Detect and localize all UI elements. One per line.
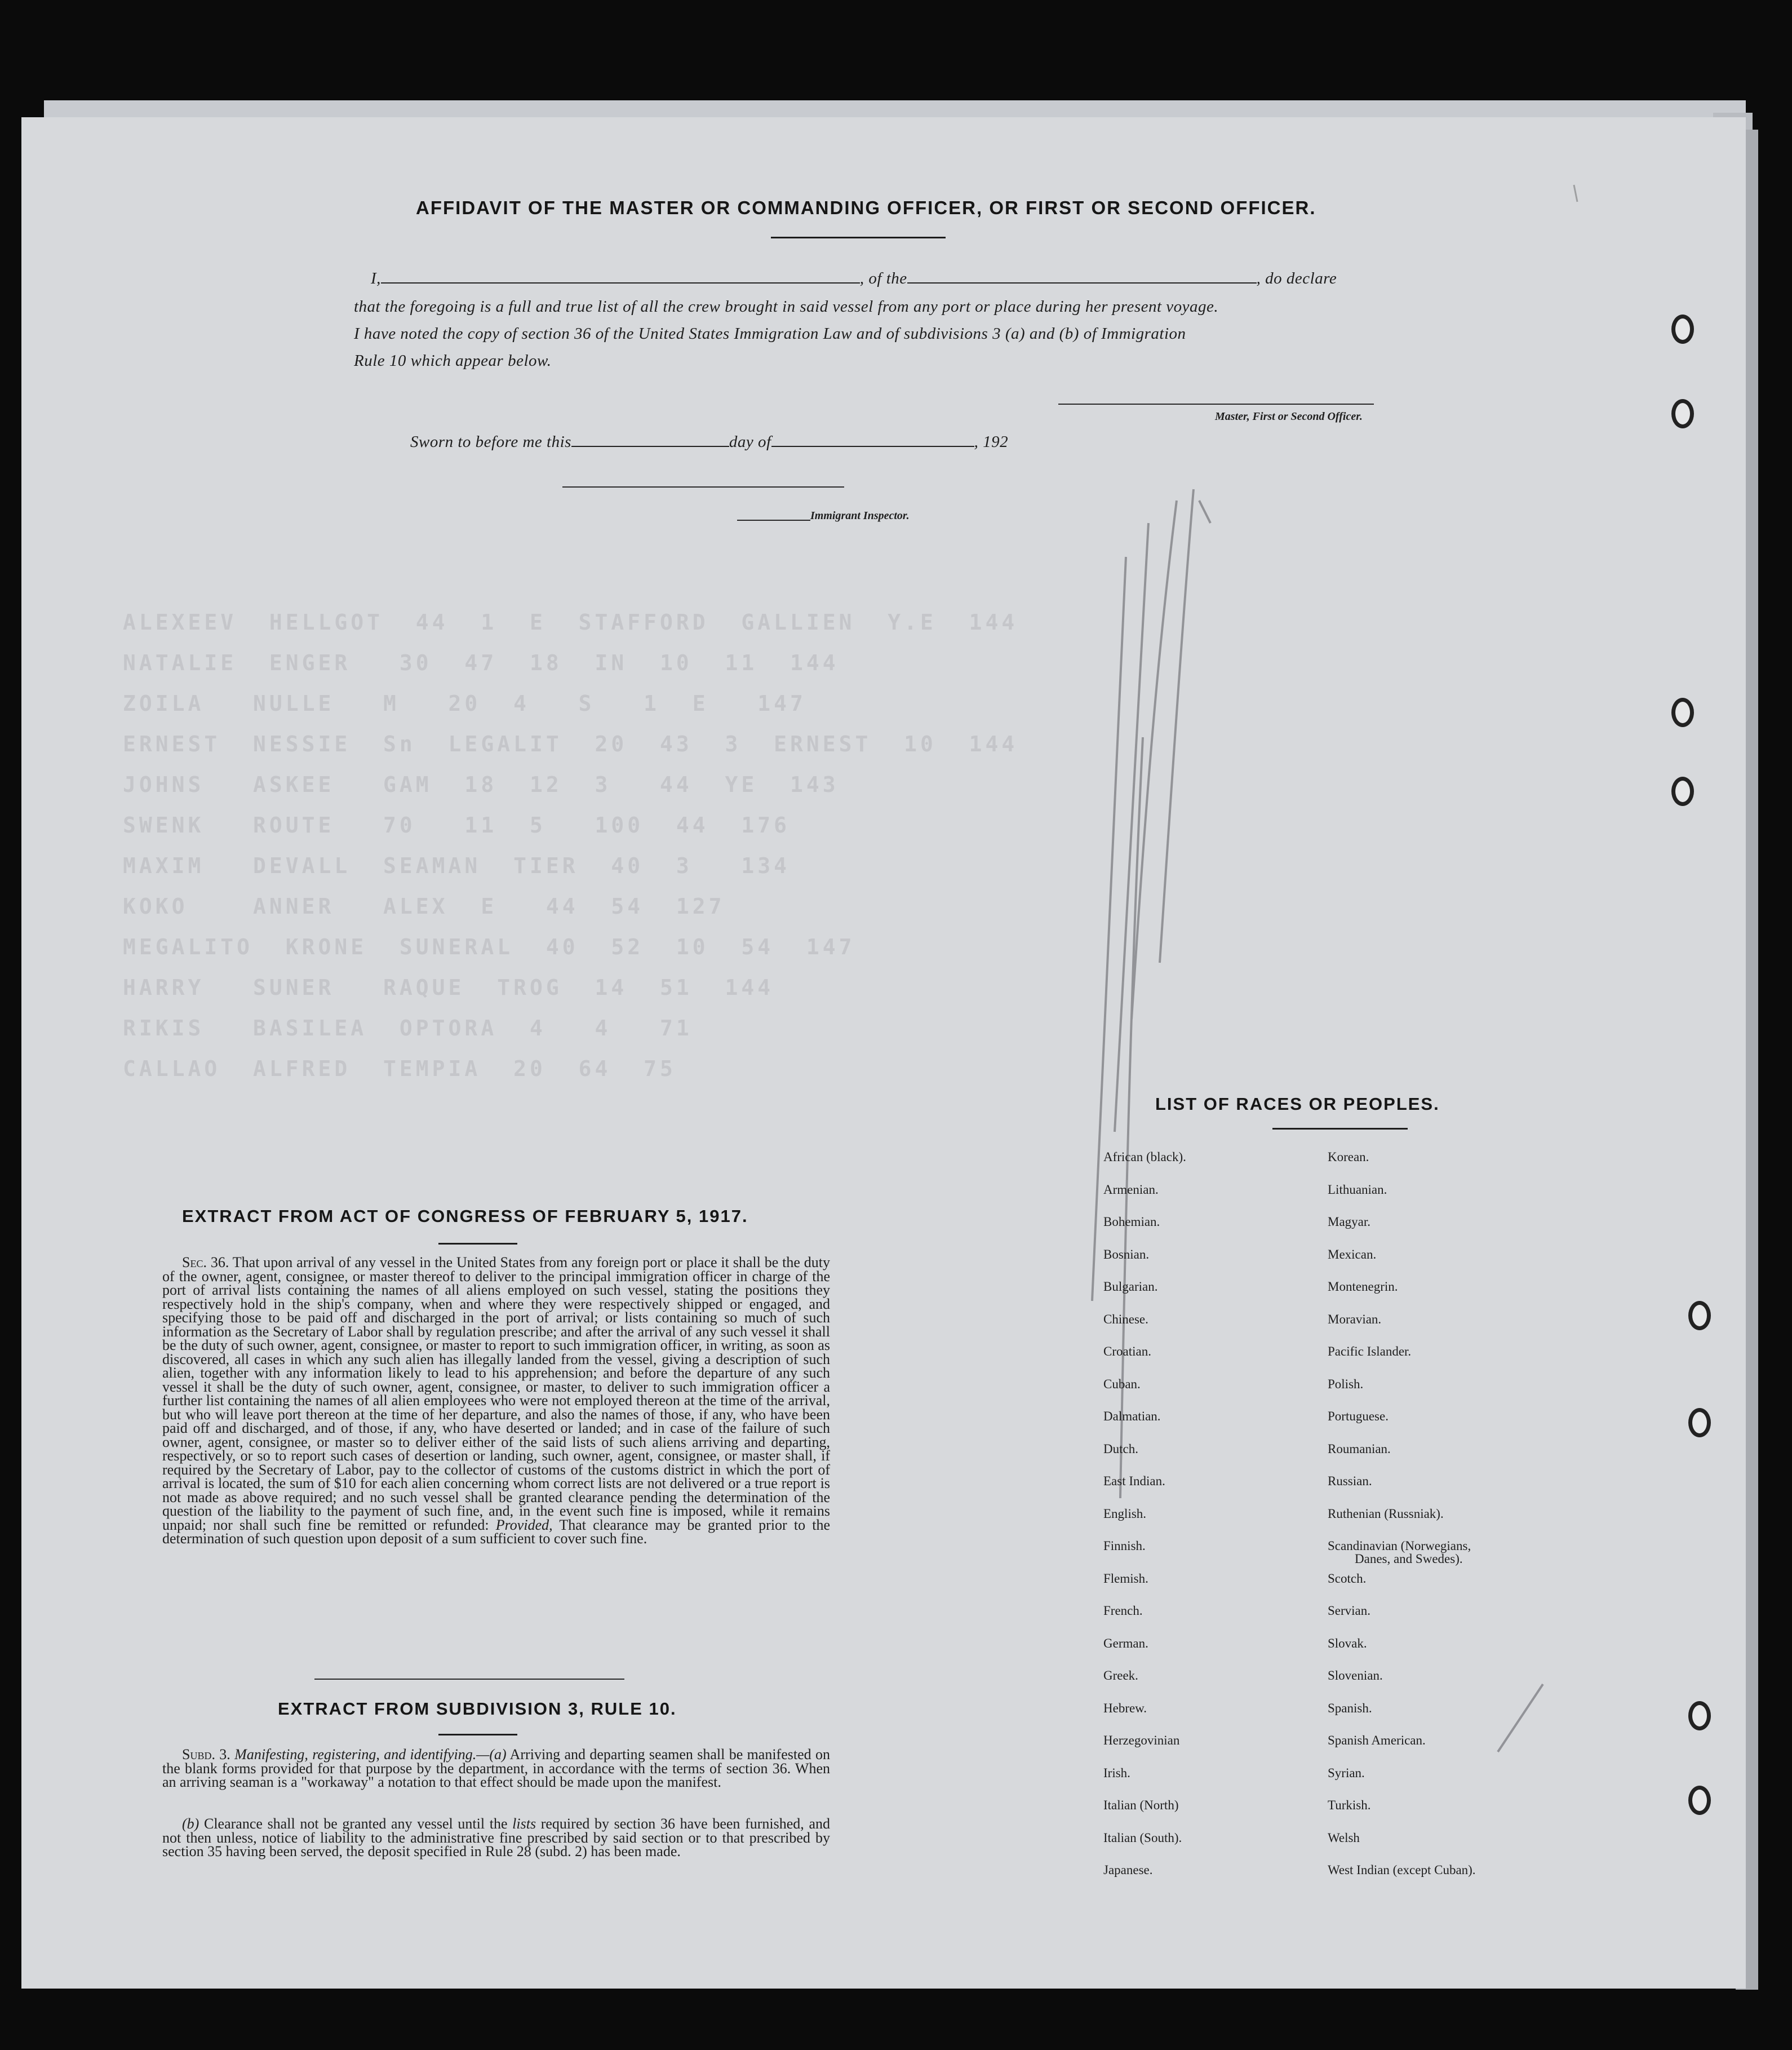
subd-heading: Manifesting, registering, and identifying. (234, 1746, 477, 1763)
section-body-end: That clearance may be granted prior to the determination of such question upon deposit of a sum sufficient to cover such fine. (162, 1516, 831, 1547)
sworn-line (410, 433, 1008, 451)
pen-stroke (1498, 1684, 1543, 1752)
punch-hole (1688, 1701, 1711, 1730)
inspector-dash (737, 520, 810, 521)
race-item: Greek. (1103, 1668, 1138, 1682)
subd-label: Subd. 3. (182, 1746, 230, 1763)
sworn-year: , 192 (974, 433, 1009, 451)
race-item: Dutch. (1103, 1441, 1138, 1456)
race-item: Syrian. (1328, 1765, 1365, 1780)
affidavit-of-the: , of the (859, 269, 907, 287)
races-right-column (1328, 1149, 1476, 1894)
pen-stroke (1199, 501, 1210, 523)
punch-hole (1688, 1786, 1711, 1815)
race-item: Welsh (1328, 1830, 1360, 1845)
race-item: Armenian. (1103, 1182, 1159, 1197)
pen-stroke (1160, 489, 1194, 963)
section-body: That upon arrival of any vessel in the United States from any foreign port or place it shall be the duty of the owner, agent, consignee, or master thereof to deliver to the principal immigration officer in charge of the port of arrival lists containing the names of all aliens employed on such vessel, stating the positions they respectively hold in the ship's company, when and where they were respectively shipped or engaged, and specifying those to be paid off and discharged in the port of arrival; or lists containing so much of such information as the Secretary of Labor shall by regulation prescribe; and after the arrival of any such vessel it shall be the duty of such owner, agent, consignee, or master to report to such immigration officer, in writing, as soon as discovered, all cases in which any such alien has illegally landed from the vessel, giving a description of such alien, together with any information likely to lead to his apprehension; and before the departure of any such vessel it shall be the duty of such owner, agent, consignee, or master, to deliver to such immigration officer a further list containing the names of all alien employees who were not employed thereon at the time of the arrival, but who will leave port thereon at the time of her departure, and also the names of those, if any, who have been paid off and discharged, and of those, if any, who have deserted or landed; and in case of the failure of such owner, agent, consignee, or master so to deliver either of the said lists of such aliens arriving and departing, respectively, or so to report such cases of desertion or landing, such owner, agent, consignee, or master shall, if required by the Secretary of Labor, pay to the collector of customs of the customs district in which the port of arrival is located, the sum of $10 for each alien concerning whom correct lists are not delivered or a true report is not made as above required; and no such vessel shall be granted clearance pending the determination of the question of the liability to the payment of such fine, and, in the event such fine is imposed, while it remains unpaid; nor shall such fine be remitted or refunded: (162, 1254, 831, 1533)
race-item: Slovenian. (1328, 1668, 1383, 1682)
race-item: West Indian (except Cuban). (1328, 1863, 1476, 1877)
divider (1272, 1128, 1408, 1130)
section-36-text (162, 1256, 830, 1546)
affidavit-line-2: that the foregoing is a full and true list of all the crew brought in said vessel from any port or place during her present voyage. (354, 298, 1219, 316)
race-item: Finnish. (1103, 1539, 1146, 1553)
race-item: Bulgarian. (1103, 1279, 1158, 1294)
subd-a-label: —(a) (476, 1746, 507, 1763)
race-item: Roumanian. (1328, 1441, 1391, 1456)
race-item: Ruthenian (Russniak). (1328, 1506, 1444, 1521)
race-item: Russian. (1328, 1474, 1372, 1488)
race-item: Spanish. (1328, 1701, 1372, 1715)
section-label: Sec. 36. (182, 1254, 229, 1270)
race-item: Flemish. (1103, 1571, 1148, 1586)
race-item: Italian (South). (1103, 1830, 1182, 1845)
manifest-page (21, 117, 1746, 1989)
subdivision-3-text (162, 1748, 830, 1790)
subdivision-3b-text (162, 1817, 830, 1859)
race-item: Dalmatian. (1103, 1409, 1161, 1423)
punch-hole (1671, 399, 1694, 428)
subd-b-text-2: required by section 36 have been furnished, and not then unless, notice of liability to the administrative fine prescribed by said section or to that prescribed by section 35 having been served, the deposit specified in Rule 28 (subd. 2) has been made. (162, 1816, 830, 1859)
pen-stroke (1115, 523, 1148, 1132)
races-title: LIST OF RACES OR PEOPLES. (1155, 1094, 1440, 1114)
races-left-column (1103, 1149, 1186, 1894)
race-item: Scotch. (1328, 1571, 1367, 1586)
pen-stroke (1132, 501, 1177, 1019)
divider (771, 237, 946, 238)
extract-act-title: EXTRACT FROM ACT OF CONGRESS OF FEBRUARY 5, 1917. (182, 1206, 748, 1226)
signature-line (1058, 404, 1374, 405)
race-item: Korean. (1328, 1150, 1369, 1164)
extract-rule-title: EXTRACT FROM SUBDIVISION 3, RULE 10. (278, 1699, 677, 1719)
race-item-continuation: Danes, and Swedes). (1355, 1552, 1463, 1566)
sworn-day: day of (729, 433, 771, 451)
divider (314, 1679, 624, 1680)
race-item: African (black). (1103, 1150, 1186, 1164)
race-item: French. (1103, 1604, 1143, 1618)
race-item: Pacific Islander. (1328, 1344, 1412, 1358)
race-item: Hebrew. (1103, 1701, 1147, 1715)
signature-caption: Master, First or Second Officer. (1215, 410, 1363, 423)
race-item: Spanish American. (1328, 1733, 1426, 1747)
subd-b-lists: lists (512, 1816, 536, 1832)
subd-b-text-1: Clearance shall not be granted any vessel until the (203, 1816, 508, 1832)
inspector-caption: Immigrant Inspector. (810, 510, 910, 522)
divider (438, 1243, 517, 1245)
punch-hole (1688, 1408, 1711, 1437)
affidavit-line-3: I have noted the copy of section 36 of the United States Immigration Law and of subdivisions 3 (a) and (b) of Immigration (354, 325, 1186, 343)
affidavit-line-4: Rule 10 which appear below. (354, 352, 552, 370)
race-item: Bohemian. (1103, 1215, 1160, 1229)
punch-hole (1671, 315, 1694, 344)
race-item: Servian. (1328, 1604, 1371, 1618)
race-item: Polish. (1328, 1376, 1364, 1391)
punch-hole (1671, 777, 1694, 806)
race-item: East Indian. (1103, 1474, 1165, 1488)
day-blank (571, 433, 729, 447)
vessel-blank (907, 270, 1257, 284)
punch-hole (1688, 1301, 1711, 1330)
race-item: Mexican. (1328, 1247, 1377, 1261)
sworn-prefix: Sworn to before me this (410, 433, 571, 451)
divider (438, 1734, 517, 1735)
affidavit-declare: , do declare (1256, 269, 1337, 287)
affidavit-i: I, (371, 269, 381, 287)
race-item: Herzegovinian (1103, 1733, 1180, 1747)
subd-b-label: (b) (182, 1816, 199, 1832)
race-item: Croatian. (1103, 1344, 1151, 1358)
inspector-line (562, 486, 844, 488)
race-item: Scandinavian (Norwegians, (1328, 1539, 1471, 1553)
race-item: Italian (North) (1103, 1798, 1179, 1812)
race-item: Magyar. (1328, 1215, 1371, 1229)
bleed-through-text: ALEXEEV HELLGOT 44 1 E STAFFORD GALLIEN Y.E 144 NATALIE ENGER 30 47 18 IN 10 11 144 ZOILA NULLE M 20 4 S 1 E 147 ERNEST NESSIE Sn LEGALIT 20 43 3 ERNEST 10 144 JOHNS ASKEE GAM 18 12 3 44 YE 143 SWENK ROUTE 70 11 5 100 44 176 MAXIM DEVALL SEAMAN TIER 40 3 134 KOKO ANNER ALEX E 44 54 127 MEGALITO KRONE SUNERAL 40 52 10 54 147 HARRY SUNER RAQUE TROG 14 51 144 RIKIS BASILEA OPTORA 4 4 71 CALLAO ALFRED TEMPIA 20 64 75 (123, 610, 1018, 1081)
punch-hole (1671, 698, 1694, 727)
race-item: Slovak. (1328, 1636, 1367, 1650)
race-item: Cuban. (1103, 1376, 1141, 1391)
race-item: Japanese. (1103, 1863, 1153, 1877)
race-item: English. (1103, 1506, 1147, 1521)
race-item: German. (1103, 1636, 1148, 1650)
race-item: Montenegrin. (1328, 1279, 1398, 1294)
provided-label: Provided, (495, 1516, 553, 1533)
month-blank (771, 433, 974, 447)
name-blank (381, 270, 860, 284)
race-item: Turkish. (1328, 1798, 1371, 1812)
affidavit-line-1 (371, 269, 1337, 288)
pen-stroke (1574, 185, 1577, 202)
race-item: Portuguese. (1328, 1409, 1389, 1423)
race-item: Chinese. (1103, 1312, 1148, 1326)
affidavit-title: AFFIDAVIT OF THE MASTER OR COMMANDING OFFICER, OR FIRST OR SECOND OFFICER. (416, 197, 1316, 218)
race-item: Bosnian. (1103, 1247, 1150, 1261)
subd-a-text: Arriving and departing seamen shall be manifested on the blank forms provided for that purpose by the department, in accordance with the terms of section 36. When an arriving seaman is a "workaway" a notation to that effect should be made upon the manifest. (162, 1746, 830, 1790)
race-item: Lithuanian. (1328, 1182, 1387, 1197)
race-item: Moravian. (1328, 1312, 1382, 1326)
race-item: Irish. (1103, 1765, 1130, 1780)
